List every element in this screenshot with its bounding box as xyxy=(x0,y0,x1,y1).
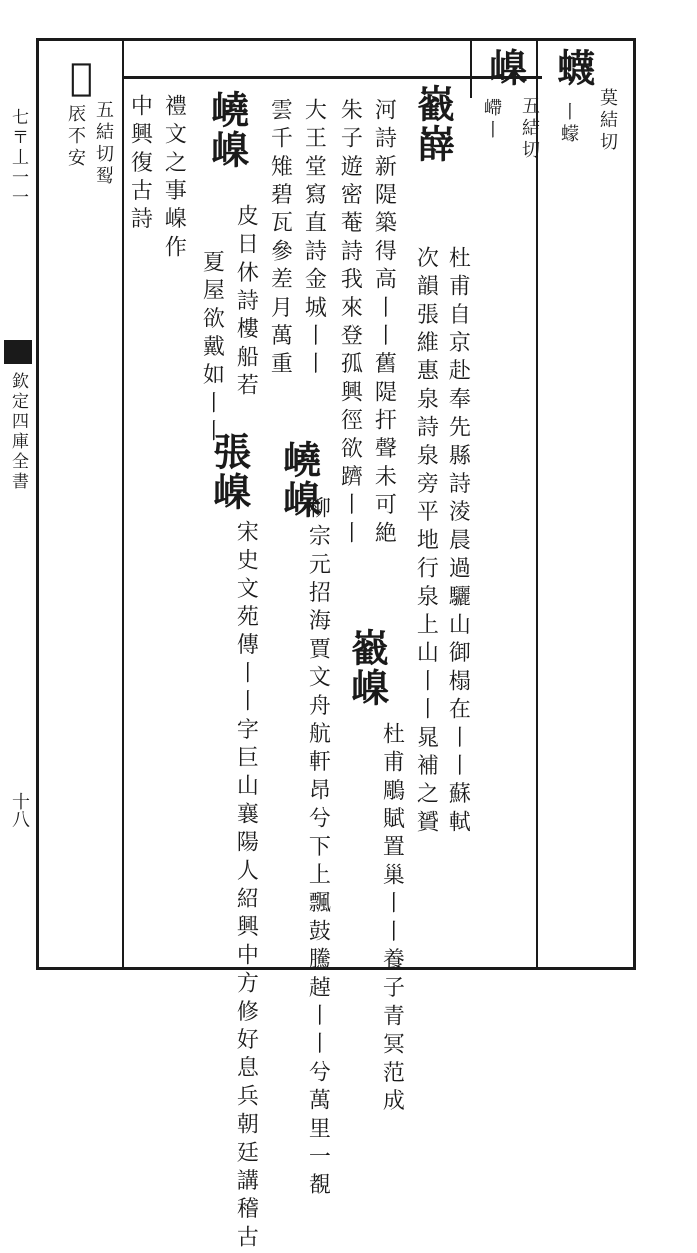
headword-lower-2: 嶢嵲 xyxy=(276,440,322,520)
body-lower-1: 杜甫鵰賦置巢丨丨養子青冥范成 xyxy=(379,722,405,1117)
headword-column-8: 嶢嵲 xyxy=(204,90,250,170)
header-divider-1 xyxy=(536,38,538,970)
body-column-9: 禮文之事嵲作 xyxy=(161,94,187,264)
header-separator xyxy=(122,76,542,79)
annotation-left: 五結切䴕 xyxy=(93,100,114,188)
frame-left-border xyxy=(36,38,39,970)
gloss-right: 丨蠓 xyxy=(558,102,579,146)
gloss-left: 㕈不安 xyxy=(65,104,86,170)
body-column-4: 朱子遊密菴詩我來登孤興徑欲躋丨丨 xyxy=(337,98,363,550)
annotation-right: 莫結切 xyxy=(597,88,618,154)
body-column-3: 河詩新隄築得高丨丨舊隄扞聲未可絶 xyxy=(371,98,397,550)
header-divider-2 xyxy=(470,38,472,98)
body-column-1: 杜甫自京赴奉先縣詩淩晨過驪山御榻在丨丨蘇軾 xyxy=(445,246,471,839)
body-column-10: 中興復古詩 xyxy=(127,94,153,235)
body-lower-3: 宋史文苑傳丨丨字巨山襄陽人紹興中方修好息兵朝廷講稽古 xyxy=(233,520,259,1253)
body-column-8: 夏屋欲戴如丨丨 xyxy=(199,250,225,448)
body-column-6: 雲千雉碧瓦參差月萬重 xyxy=(267,98,293,380)
margin-fishtail-mark xyxy=(4,340,32,364)
frame-bottom-border xyxy=(36,967,636,970)
book-title: 欽定四庫全書 xyxy=(8,372,28,492)
headword-right: 蠛 xyxy=(550,48,596,88)
headword-column-3: 巀嶭 xyxy=(410,84,456,164)
body-column-2: 次韻張維惠泉詩泉旁平地行泉上山丨丨晁補之贇 xyxy=(413,246,439,839)
header-divider-3 xyxy=(122,38,124,970)
body-lower-2: 柳宗元招海賈文舟航軒昂兮下上飄鼓騰趠丨丨兮萬里一覩 xyxy=(305,496,331,1201)
frame-top-border xyxy=(36,38,636,41)
body-column-5: 大王堂寫直詩金城丨丨 xyxy=(301,98,327,380)
frame-right-border xyxy=(633,38,636,970)
annotation-mid-2: 嵽丨 xyxy=(481,98,502,142)
body-column-7: 皮日休詩樓船若 xyxy=(233,204,259,402)
margin-top-fragment: 七〒丄一一 xyxy=(8,108,28,208)
headword-mid: 嵲 xyxy=(482,48,528,88)
page-number: 十八 xyxy=(9,792,30,828)
annotation-mid-1: 五結切 xyxy=(519,96,540,162)
headword-lower-1: 巀嵲 xyxy=(344,628,390,708)
headword-left: 𡌌 xyxy=(58,54,104,101)
headword-lower-3: 張嵲 xyxy=(206,432,252,512)
